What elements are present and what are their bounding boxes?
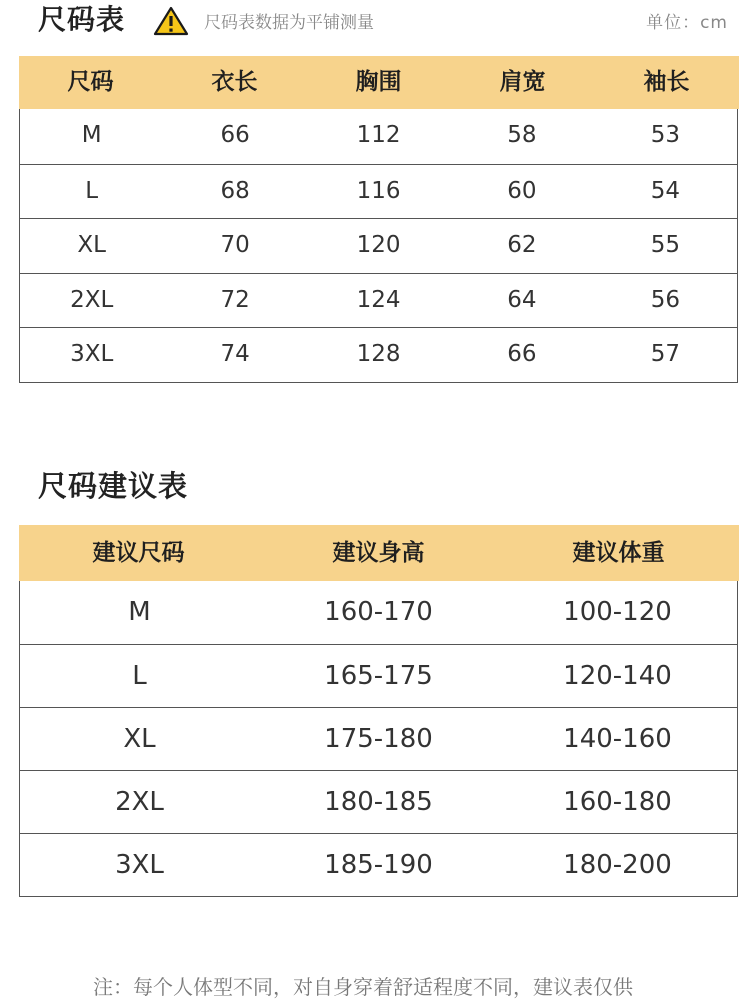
table-cell: M (128, 597, 151, 627)
table-row (20, 707, 737, 770)
table-cell: 66 (220, 122, 250, 148)
table-cell: 2XL (115, 787, 164, 817)
table-cell: 68 (220, 177, 250, 204)
column-header-recommended-size: 建议尺码 (92, 540, 185, 566)
table-cell: 64 (507, 286, 537, 313)
advice-table (19, 525, 738, 897)
size-table (19, 56, 738, 383)
table-row (20, 273, 737, 328)
column-header-length: 衣长 (211, 69, 258, 95)
table-cell: XL (77, 232, 106, 258)
advice-table-header (19, 525, 739, 581)
table-row (20, 218, 737, 273)
page-title: 尺码表 (38, 3, 126, 36)
table-row (20, 109, 737, 164)
table-cell: 70 (220, 232, 250, 258)
table-cell: L (132, 661, 147, 691)
table-cell: 72 (220, 286, 250, 313)
table-row (20, 644, 737, 707)
footer-note: 注：每个人体型不同，对自身穿着舒适程度不同，建议表仅供 (93, 975, 633, 999)
table-cell: 160-170 (324, 597, 433, 627)
table-cell: 3XL (70, 341, 114, 367)
table-cell: 180-200 (563, 850, 672, 880)
table-cell: L (85, 177, 99, 204)
column-header-sleeve: 袖长 (643, 69, 690, 95)
table-cell: 55 (650, 232, 680, 258)
advice-section-title: 尺码建议表 (38, 469, 189, 503)
unit-label: 单位：cm (646, 13, 728, 33)
table-row (20, 770, 737, 833)
table-cell: 124 (356, 286, 401, 313)
table-cell: 58 (507, 122, 537, 148)
table-cell: XL (123, 724, 156, 754)
warning-triangle-icon (153, 6, 189, 36)
column-header-recommended-weight: 建议体重 (572, 540, 665, 566)
table-row (20, 833, 737, 896)
table-cell: 185-190 (324, 850, 433, 880)
table-cell: 57 (650, 341, 680, 367)
table-cell: 140-160 (563, 724, 672, 754)
table-cell: 54 (650, 177, 680, 204)
table-row (20, 327, 737, 382)
column-header-chest: 胸围 (355, 69, 402, 95)
column-header-recommended-height: 建议身高 (332, 540, 425, 566)
table-row (20, 164, 737, 219)
table-cell: 66 (507, 341, 537, 367)
table-cell: 120-140 (563, 661, 672, 691)
table-cell: 180-185 (324, 787, 433, 817)
table-cell: 160-180 (563, 787, 672, 817)
column-header-size: 尺码 (67, 69, 114, 95)
table-cell: 100-120 (563, 597, 672, 627)
table-cell: 53 (650, 122, 680, 148)
column-header-shoulder: 肩宽 (499, 69, 546, 95)
table-row (20, 581, 737, 644)
table-cell: 3XL (115, 850, 164, 880)
table-cell: 56 (650, 286, 680, 313)
table-cell: 74 (220, 341, 250, 367)
table-cell: 60 (507, 177, 537, 204)
table-cell: 116 (356, 177, 401, 204)
table-cell: 128 (356, 341, 401, 367)
table-cell: 62 (507, 232, 537, 258)
measurement-note: 尺码表数据为平铺测量 (204, 13, 374, 33)
table-cell: 112 (356, 122, 401, 148)
size-table-header (19, 56, 739, 109)
table-cell: 2XL (70, 286, 114, 313)
table-cell: 165-175 (324, 661, 433, 691)
table-cell: 175-180 (324, 724, 433, 754)
table-cell: 120 (356, 232, 401, 258)
table-cell: M (81, 122, 102, 148)
